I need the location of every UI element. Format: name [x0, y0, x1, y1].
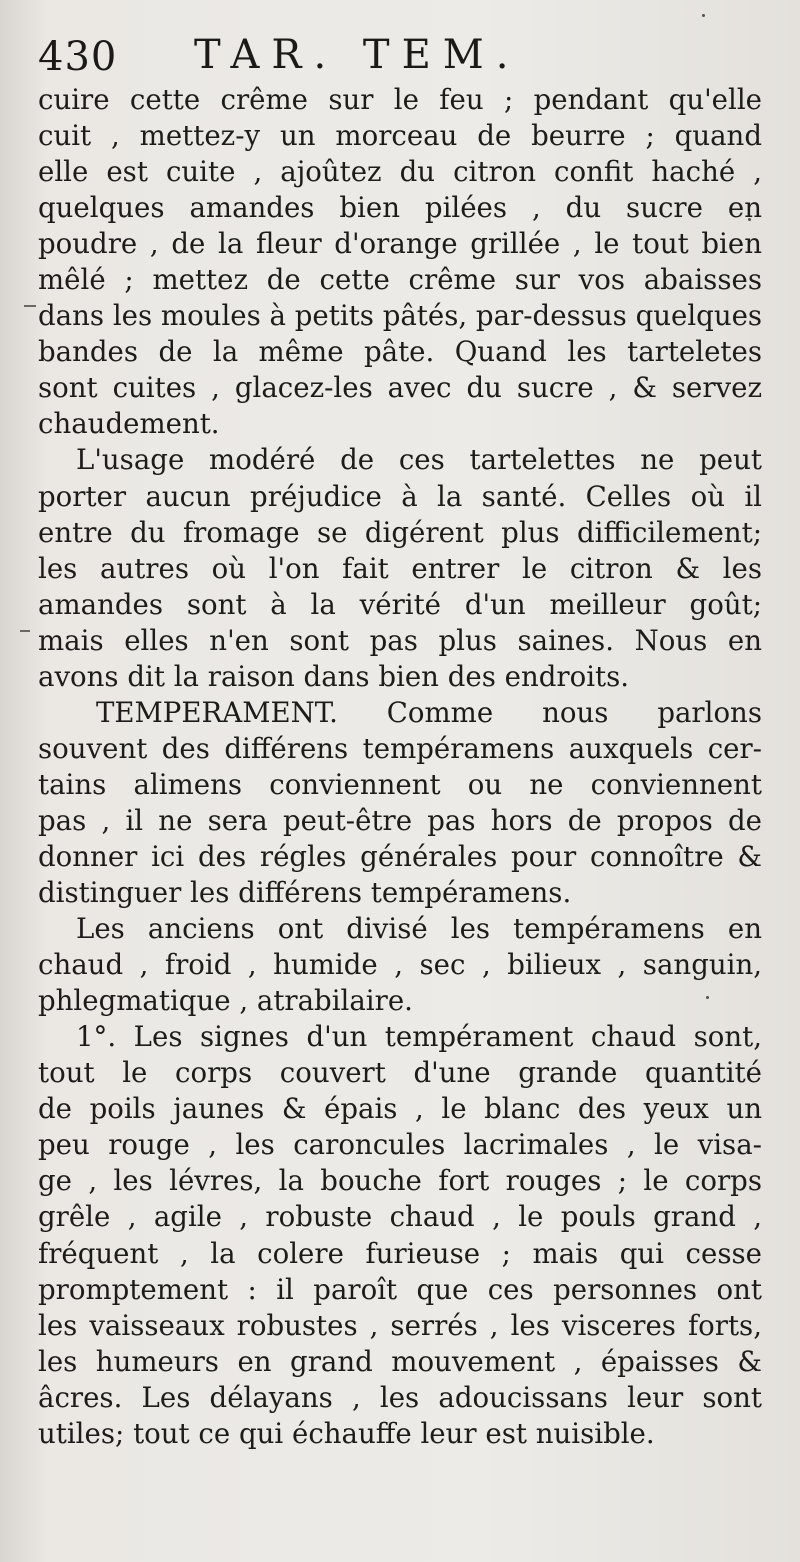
- text-line: sont cuites , glacez-les avec du sucre , & servez: [38, 371, 762, 405]
- text-line: souvent des différens tempéramens auxquels cer-: [38, 731, 762, 765]
- text-line: elle est cuite , ajoûtez du citron confit haché ,: [38, 155, 762, 189]
- page-number: 430: [38, 34, 118, 80]
- text-line: fréquent , la colere furieuse ; mais qui cesse: [38, 1236, 762, 1270]
- page-header: [34, 28, 774, 88]
- text-line: les vaisseaux robustes , serrés , les visceres forts,: [38, 1308, 762, 1342]
- text-line: quelques amandes bien pilées , du sucre en: [38, 191, 762, 225]
- text-line: mêlé ; mettez de cette crême sur vos abaisses: [38, 263, 762, 297]
- text-line: cuire cette crême sur le feu ; pendant qu'elle: [38, 83, 762, 116]
- running-head: TAR. TEM.: [194, 32, 521, 78]
- text-line: promptement : il paroît que ces personnes ont: [38, 1272, 762, 1306]
- text-line: tout le corps couvert d'une grande quantité: [38, 1056, 762, 1090]
- text-line: Les anciens ont divisé les tempéramens en: [76, 912, 762, 946]
- text-line: peu rouge , les caroncules lacrimales , le visa-: [38, 1128, 762, 1162]
- text-line: dans les moules à petits pâtés, par-dessus quelques: [38, 299, 762, 333]
- text-line: avons dit la raison dans bien des endroits.: [38, 659, 630, 693]
- text-line: ge , les lévres, la bouche fort rouges ; le corps: [38, 1164, 762, 1198]
- text-line: de poils jaunes & épais , le blanc des yeux un: [38, 1092, 762, 1126]
- text-line: pas , il ne sera peut-être pas hors de propos de: [38, 803, 762, 837]
- text-line: L'usage modéré de ces tartelettes ne peut: [76, 443, 762, 477]
- text-line: chaudement.: [38, 407, 220, 441]
- body-text: [38, 82, 762, 1452]
- margin-mark: [24, 305, 36, 307]
- text-line: les autres où l'on fait entrer le citron & les: [38, 551, 762, 585]
- text-line: chaud , froid , humide , sec , bilieux , sanguin,: [38, 948, 762, 982]
- text-line: 1°. Les signes d'un tempérament chaud sont,: [76, 1020, 762, 1054]
- text-line: utiles; tout ce qui échauffe leur est nuisible.: [38, 1416, 655, 1450]
- text-line: bandes de la même pâte. Quand les tarteletes: [38, 335, 762, 369]
- paper-speck: [702, 14, 705, 17]
- text-line: mais elles n'en sont pas plus saines. Nous en: [38, 623, 762, 657]
- text-line: amandes sont à la vérité d'un meilleur goût;: [38, 587, 762, 621]
- text-line: TEMPERAMENT. Comme nous parlons: [96, 695, 762, 729]
- text-line: cuit , mettez-y un morceau de beurre ; quand: [38, 119, 762, 153]
- margin-mark: [20, 630, 30, 632]
- text-line: distinguer les différens tempéramens.: [38, 876, 572, 910]
- text-line: entre du fromage se digérent plus difficilement;: [38, 515, 762, 549]
- text-line: grêle , agile , robuste chaud , le pouls grand ,: [38, 1200, 762, 1234]
- text-line: les humeurs en grand mouvement , épaisses &: [38, 1344, 762, 1378]
- text-line: porter aucun préjudice à la santé. Celles où il: [38, 479, 762, 513]
- text-line: donner ici des régles générales pour connoître &: [38, 839, 762, 873]
- text-line: phlegmatique , atrabilaire.: [38, 984, 413, 1018]
- text-line: âcres. Les délayans , les adoucissans leur sont: [38, 1380, 762, 1414]
- text-line: tains alimens conviennent ou ne conviennent: [38, 767, 762, 801]
- text-line: poudre , de la fleur d'orange grillée , le tout bien: [38, 227, 762, 261]
